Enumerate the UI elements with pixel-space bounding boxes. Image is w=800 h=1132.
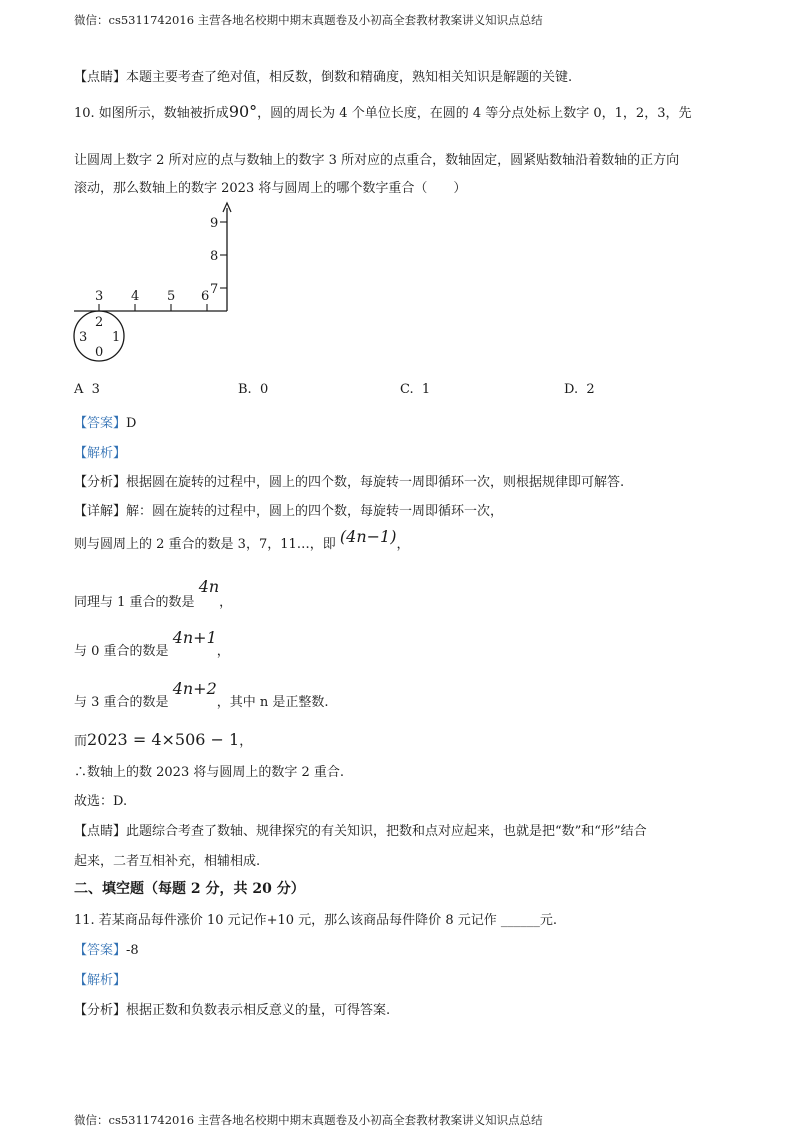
- axis-label-6: 6: [201, 289, 210, 304]
- q10-dianjing-tag: 【点睛】: [74, 824, 127, 839]
- choice-b: [238, 382, 268, 397]
- q11-answer: [74, 939, 139, 958]
- step2-text: 同理与 1 重合的数是: [74, 595, 195, 610]
- q10-answer: [74, 412, 136, 431]
- step3-text: 与 0 重合的数是: [74, 644, 169, 659]
- step5-text: 而: [74, 734, 88, 749]
- section2-title: 二、填空题（每题 2 分，共 20 分）: [74, 881, 305, 897]
- q10-angle: 90°: [228, 102, 258, 121]
- step2-end: ，: [219, 595, 233, 610]
- axis-label-8: 8: [210, 249, 219, 264]
- choice-c-label: C.: [400, 382, 414, 397]
- axis-label-5: 5: [167, 289, 176, 304]
- page-header: 微信：cs5311742016 主营各地名校期中期末真题卷及小初高全套教材教案讲义知识点总结: [74, 13, 543, 27]
- answer-tag: 【答案】: [74, 416, 127, 431]
- axis-label-4: 4: [131, 289, 140, 304]
- step3-end: ，: [216, 644, 230, 659]
- q10-dianjing-line2: 起来，二者互相补充，相辅相成.: [74, 854, 261, 869]
- answer-value: D: [126, 416, 137, 431]
- choice-c: [400, 382, 430, 397]
- choice-b-label: B.: [238, 382, 252, 397]
- q10-dianjing-line1: [74, 820, 647, 839]
- q11-answer-value: -8: [126, 943, 139, 958]
- choice-a-value: 3: [91, 382, 100, 397]
- axis-label-9: 9: [210, 216, 219, 231]
- choice-a: [74, 382, 100, 397]
- choice-b-value: 0: [259, 382, 269, 397]
- step1-end: ，: [396, 537, 410, 552]
- xiangjie-text: 解：圆在旋转的过程中，圆上的四个数，每旋转一周即循环一次，: [126, 504, 504, 519]
- step1-math: (4n−1): [339, 527, 397, 546]
- choice-d-label: D.: [564, 382, 579, 397]
- q10-step2: [74, 577, 233, 610]
- fenxi-text: 根据圆在旋转的过程中，圆上的四个数，每旋转一周即循环一次，则根据规律即可解答.: [126, 475, 625, 490]
- circle-number-left: 3: [79, 330, 88, 345]
- q10-fenxi: [74, 471, 624, 490]
- q10-line3: 滚动，那么数轴上的数字 2023 将与圆周上的哪个数字重合（ ）: [74, 181, 467, 196]
- q10-xiangjie: [74, 500, 503, 519]
- step4-text: 与 3 重合的数是: [74, 695, 169, 710]
- q11-answer-tag: 【答案】: [74, 943, 127, 958]
- page-footer: 微信：cs5311742016 主营各地名校期中期末真题卷及小初高全套教材教案讲义知识点总结: [74, 1113, 543, 1127]
- step1-text: 则与圆周上的 2 重合的数是 3，7，11…，即: [74, 537, 336, 552]
- q10-conclusion: ∴数轴上的数 2023 将与圆周上的数字 2 重合.: [74, 765, 345, 780]
- q10-dianjing-text1: 此题综合考查了数轴、规律探究的有关知识，把数和点对应起来，也就是把“数”和“形”结合: [126, 824, 647, 839]
- choice-a-label: A: [74, 382, 84, 397]
- q11-fenxi-text: 根据正数和负数表示相反意义的量，可得答案.: [126, 1003, 391, 1018]
- step4-math: 4n+2: [172, 679, 217, 698]
- q10-analysis-tag: 【解析】: [74, 446, 127, 461]
- circle-number-right: 1: [112, 330, 121, 345]
- axis-label-7: 7: [210, 282, 219, 297]
- q10-step5: [74, 730, 252, 749]
- q10-line1-a: 10. 如图所示，数轴被折成: [74, 106, 229, 121]
- q11-fenxi-tag: 【分析】: [74, 1003, 127, 1018]
- q11-fenxi: [74, 999, 390, 1018]
- circle-number-top: 2: [95, 315, 104, 330]
- choice-d: [564, 382, 595, 397]
- fenxi-tag: 【分析】: [74, 475, 127, 490]
- number-line-figure: [70, 200, 240, 368]
- choice-c-value: 1: [421, 382, 431, 397]
- q10-line1-b: ，圆的周长为 4 个单位长度，在圆的 4 等分点处标上数字 0，1，2，3，先: [257, 106, 692, 121]
- q10-line2: 让圆周上数字 2 所对应的点与数轴上的数字 3 所对应的点重合，数轴固定，圆紧贴数轴沿着数轴的正方向: [74, 153, 680, 168]
- choice-d-value: 2: [586, 382, 595, 397]
- q10-choose: 故选：D.: [74, 794, 128, 809]
- step4-end: ，其中 n 是正整数.: [216, 695, 329, 710]
- q10-line1: [74, 102, 691, 121]
- circle-number-bottom: 0: [95, 345, 104, 360]
- step5-end: ，: [239, 734, 253, 749]
- q10-step4: [74, 679, 329, 710]
- dianjing-tag: 【点睛】: [74, 70, 127, 85]
- q11-question: 11. 若某商品每件涨价 10 元记作+10 元，那么该商品每件降价 8 元记作 ______元.: [74, 913, 557, 928]
- step5-math: 2023 = 4×506 − 1: [87, 730, 240, 749]
- axis-label-3: 3: [95, 289, 104, 304]
- q10-step3: [74, 628, 230, 659]
- q11-analysis-tag: 【解析】: [74, 973, 127, 988]
- step2-math: 4n: [198, 577, 220, 596]
- step3-math: 4n+1: [172, 628, 217, 647]
- prev-dianjing: [74, 66, 572, 85]
- xiangjie-tag: 【详解】: [74, 504, 127, 519]
- dianjing-text: 本题主要考查了绝对值，相反数，倒数和精确度，熟知相关知识是解题的关键.: [126, 70, 573, 85]
- q10-step1: [74, 527, 410, 552]
